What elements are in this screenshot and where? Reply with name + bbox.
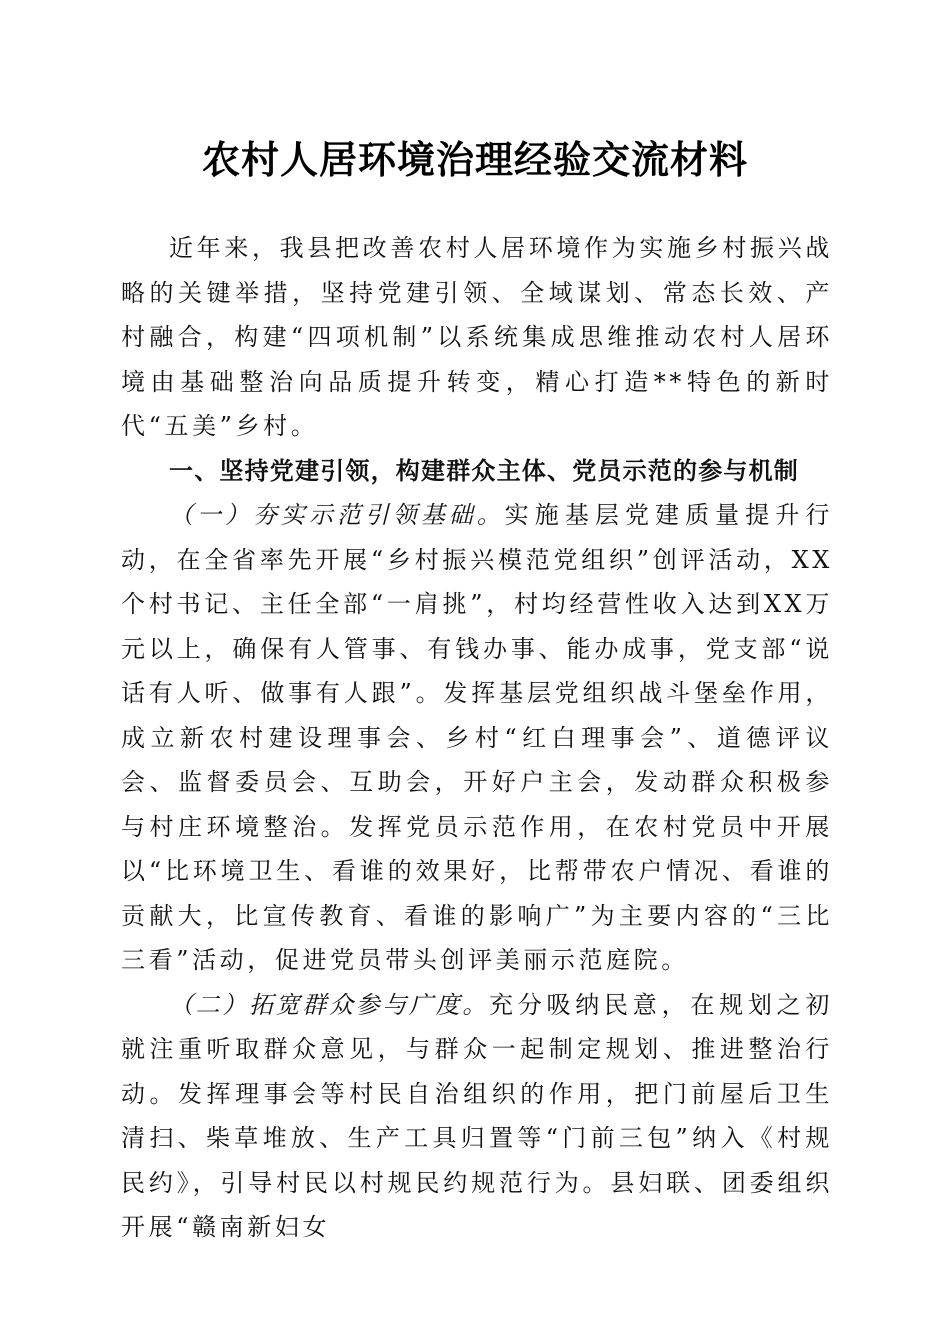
subsection-lead-1: （一）夯实示范引领基础。 [169,501,505,529]
subsection-paragraph-2 [121,983,833,1250]
document-body [121,226,833,1250]
document-title: 农村人居环境治理经验交流材料 [201,137,748,182]
subsection-lead-2: （二）拓宽群众参与广度。 [169,990,489,1019]
subsection-paragraph-1 [121,493,833,983]
subsection-text-2: 充分吸纳民意，在规划之初就注重听取群众意见，与群众一起制定规划、推进整治行动。发挥理事会等村民自治组织的作用，把门前屋后卫生清扫、柴草堆放、生产工具归置等“门前三包”纳入《村规民约》，引导村民以村规民约规范行为。县妇联、团委组织开展“赣南新妇女 [121,990,833,1241]
intro-paragraph: 近年来，我县把改善农村人居环境作为实施乡村振兴战略的关键举措，坚持党建引领、全域谋划、常态长效、产村融合，构建“四项机制”以系统集成思维推动农村人居环境由基础整治向品质提升转变，精心打造**特色的新时代“五美”乡村。 [121,234,833,440]
subsection-text-1: 实施基层党建质量提升行动，在全省率先开展“乡村振兴模范党组织”创评活动，XX个村书记、主任全部“一肩挑”，村均经营性收入达到XX万元以上，确保有人管事、有钱办事、能办成事，党支部“说话有人听、做事有人跟”。发挥基层党组织战斗堡垒作用，成立新农村建设理事会、乡村“红白理事会”、道德评议会、监督委员会、互助会，开好户主会，发动群众积极参与村庄环境整治。发挥党员示范作用，在农村党员中开展以“比环境卫生、看谁的效果好，比帮带农户情况、看谁的贡献大，比宣传教育、看谁的影响广”为主要内容的“三比三看”活动，促进党员带头创评美丽示范庭院。 [121,501,833,974]
section-heading-1: 一、坚持党建引领，构建群众主体、党员示范的参与机制 [169,456,799,485]
